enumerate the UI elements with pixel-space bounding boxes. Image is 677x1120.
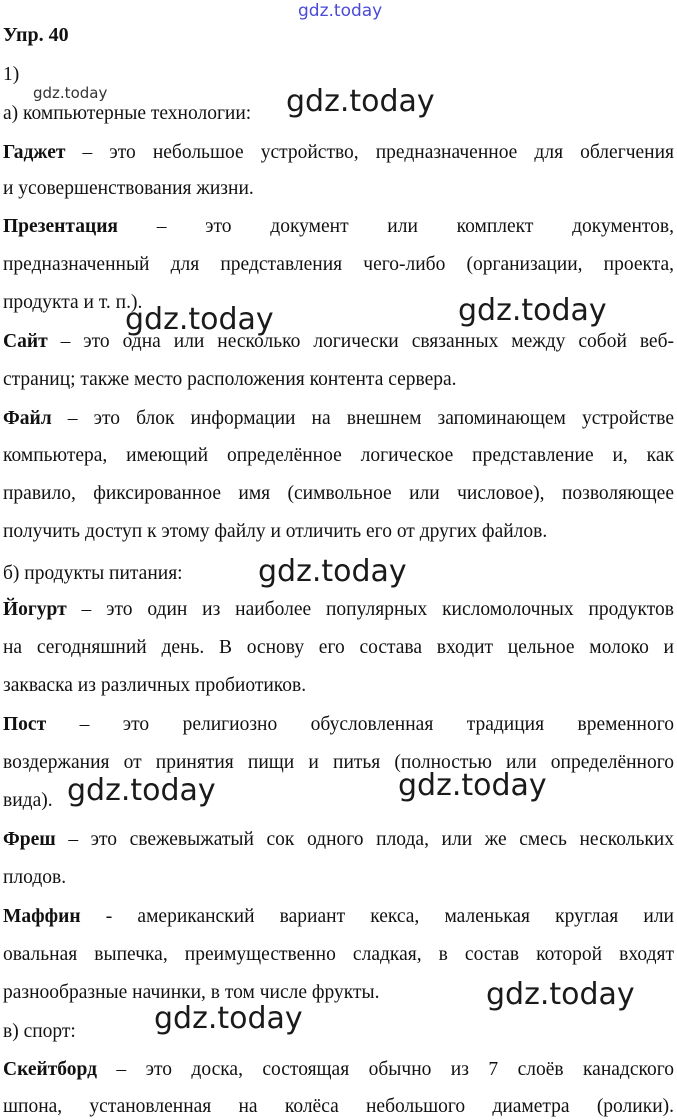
watermark: gdz.today xyxy=(33,84,108,102)
entry-muffin-line-1 xyxy=(3,905,674,929)
definition-text: – это блок информации на внешнем запоминающем устройстве xyxy=(51,408,674,429)
watermark: gdz.today xyxy=(398,768,547,803)
watermark: gdz.today xyxy=(486,977,635,1012)
term-site: Сайт xyxy=(3,331,48,352)
entry-gadget-line-2: и усовершенствования жизни. xyxy=(3,178,254,199)
definition-text: – это свежевыжатый сок одного плода, или же смесь нескольких xyxy=(55,829,674,850)
watermark: gdz.today xyxy=(67,773,216,808)
entry-yogurt-line-2: на сегодняшний день. В основу его состава входит цельное молоко и xyxy=(3,637,674,658)
entry-yogurt-line-1 xyxy=(3,598,674,622)
entry-skateboard-line-2: шпона, установленная на колёса небольшого диаметра (ролики). xyxy=(3,1096,674,1117)
definition-text: – это один из наиболее популярных кисломолочных продуктов xyxy=(66,599,674,620)
watermark: gdz.today xyxy=(125,302,274,337)
watermark: gdz.today xyxy=(258,554,407,589)
definition-text: – это документ или комплект документов, xyxy=(117,216,674,237)
entry-presentation-line-1 xyxy=(3,215,674,239)
entry-presentation-line-2: предназначенный для представления чего-либо (организации, проекта, xyxy=(3,254,674,275)
part-number: 1) xyxy=(3,64,20,85)
entry-fast-line-1 xyxy=(3,713,674,737)
definition-text: - американский вариант кекса, маленькая круглая или xyxy=(80,906,674,927)
entry-muffin-line-2: овальная выпечка, преимущественно сладкая, в состав которой входят xyxy=(3,944,674,965)
term-fresh: Фреш xyxy=(3,829,56,850)
entry-fresh-line-1 xyxy=(3,828,674,852)
term-muffin: Маффин xyxy=(3,906,81,927)
entry-fresh-line-2: плодов. xyxy=(3,867,67,888)
exercise-title: Упр. 40 xyxy=(3,24,69,46)
entry-fast-line-3: вида). xyxy=(3,790,53,811)
entry-file-line-2: компьютера, имеющий определённое логическое представление и, как xyxy=(3,445,674,466)
term-gadget: Гаджет xyxy=(3,142,66,163)
term-skateboard: Скейтборд xyxy=(3,1059,97,1080)
term-fast: Пост xyxy=(3,714,47,735)
definition-text: – это доска, состоящая обычно из 7 слоёв канадского xyxy=(97,1059,674,1080)
term-presentation: Презентация xyxy=(3,216,118,237)
watermark: gdz.today xyxy=(286,84,435,119)
entry-yogurt-line-3: закваска из различных пробиотиков. xyxy=(3,675,307,696)
definition-text: – это одна или несколько логически связанных между собой веб- xyxy=(47,331,674,352)
entry-skateboard-line-1 xyxy=(3,1058,674,1082)
entry-site-line-1 xyxy=(3,330,674,354)
entry-file-line-3: правило, фиксированное имя (символьное или числовое), позволяющее xyxy=(3,483,674,504)
watermark: gdz.today xyxy=(298,1,383,21)
section-heading-a: а) компьютерные технологии: xyxy=(3,103,252,124)
definition-text: – это религиозно обусловленная традиция временного xyxy=(46,714,674,735)
section-heading-c: в) спорт: xyxy=(3,1021,76,1042)
entry-presentation-line-3: продукта и т. п.). xyxy=(3,292,143,313)
entry-muffin-line-3: разнообразные начинки, в том числе фрукты. xyxy=(3,982,380,1003)
entry-gadget-line-1 xyxy=(3,141,674,165)
entry-file-line-1 xyxy=(3,407,674,431)
definition-text: – это небольшое устройство, предназначенное для облегчения xyxy=(65,142,674,163)
term-yogurt: Йогурт xyxy=(3,599,67,620)
entry-fast-line-2: воздержания от принятия пищи и питья (полностью или определённого xyxy=(3,752,674,773)
entry-site-line-2: страниц; также место расположения контента сервера. xyxy=(3,369,457,390)
watermark: gdz.today xyxy=(458,293,607,328)
term-file: Файл xyxy=(3,408,52,429)
watermark: gdz.today xyxy=(154,1001,303,1036)
section-heading-b: б) продукты питания: xyxy=(3,563,183,584)
entry-file-line-4: получить доступ к этому файлу и отличить его от других файлов. xyxy=(3,521,548,542)
